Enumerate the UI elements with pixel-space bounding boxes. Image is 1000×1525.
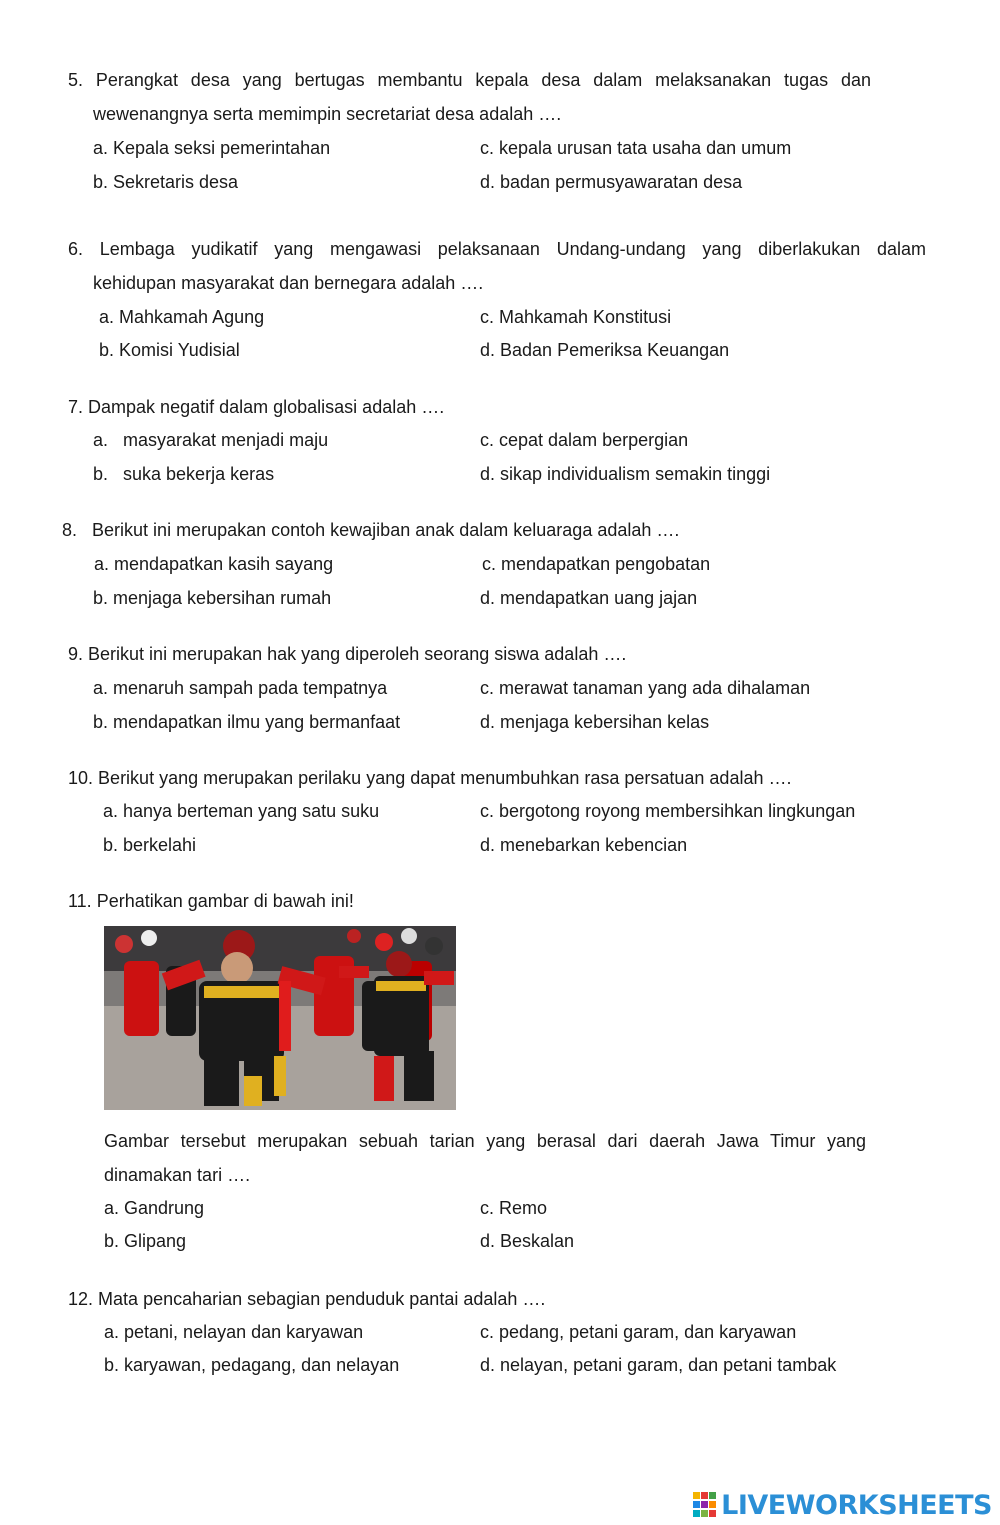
question-6-option-b[interactable]: b. Komisi Yudisial (99, 340, 240, 360)
question-7-option-c[interactable]: c. cepat dalam berpergian (480, 430, 689, 450)
question-9-option-d[interactable]: d. menjaga kebersihan kelas (480, 712, 710, 732)
dance-photo (104, 926, 456, 1110)
question-8-stem: 8. Berikut ini merupakan contoh kewajiban anak dalam keluaraga adalah …. (62, 520, 680, 540)
question-12-option-d[interactable]: d. nelayan, petani garam, dan petani tambak (480, 1355, 837, 1375)
question-12-option-c[interactable]: c. pedang, petani garam, dan karyawan (480, 1322, 797, 1342)
question-8-option-a[interactable]: a. mendapatkan kasih sayang (94, 554, 334, 574)
liveworksheets-logo[interactable] (693, 1489, 992, 1521)
question-9-stem: 9. Berikut ini merupakan hak yang diperoleh seorang siswa adalah …. (68, 644, 627, 664)
question-7-option-d[interactable]: d. sikap individualism semakin tinggi (480, 464, 771, 484)
question-10-option-d[interactable]: d. menebarkan kebencian (480, 835, 688, 855)
question-10-option-c[interactable]: c. bergotong royong membersihkan lingkungan (480, 801, 856, 821)
question-11-option-a[interactable]: a. Gandrung (104, 1198, 205, 1218)
question-7-stem: 7. Dampak negatif dalam globalisasi adalah …. (68, 397, 445, 417)
question-7-option-b[interactable]: b. suka bekerja keras (93, 464, 275, 484)
question-11-caption: Gambar tersebut merupakan sebuah tarian yang berasal dari daerah Jawa Timur yang (104, 1131, 866, 1151)
question-11-option-d[interactable]: d. Beskalan (480, 1231, 575, 1251)
question-5-option-a[interactable]: a. Kepala seksi pemerintahan (93, 138, 331, 158)
liveworksheets-grid-icon (693, 1492, 717, 1518)
question-6-option-d[interactable]: d. Badan Pemeriksa Keuangan (480, 340, 730, 360)
question-6-option-a[interactable]: a. Mahkamah Agung (99, 307, 265, 327)
question-11-option-c[interactable]: c. Remo (480, 1198, 548, 1218)
question-6-stem-cont: kehidupan masyarakat dan bernegara adalah …. (93, 273, 484, 293)
question-8-option-b[interactable]: b. menjaga kebersihan rumah (93, 588, 332, 608)
question-6-stem: 6. Lembaga yudikatif yang mengawasi pelaksanaan Undang-undang yang diberlakukan dalam (68, 239, 926, 259)
question-6-option-c[interactable]: c. Mahkamah Konstitusi (480, 307, 672, 327)
question-11-stem: 11. Perhatikan gambar di bawah ini! (68, 891, 354, 911)
question-5-option-b[interactable]: b. Sekretaris desa (93, 172, 239, 192)
question-8-option-d[interactable]: d. mendapatkan uang jajan (480, 588, 698, 608)
question-12-stem: 12. Mata pencaharian sebagian penduduk pantai adalah …. (68, 1289, 546, 1309)
question-7-option-a[interactable]: a. masyarakat menjadi maju (93, 430, 329, 450)
question-8-option-c[interactable]: c. mendapatkan pengobatan (482, 554, 711, 574)
question-9-option-c[interactable]: c. merawat tanaman yang ada dihalaman (480, 678, 811, 698)
question-12-option-b[interactable]: b. karyawan, pedagang, dan nelayan (104, 1355, 400, 1375)
question-10-option-b[interactable]: b. berkelahi (103, 835, 197, 855)
logo-text: LIVEWORKSHEETS (721, 1489, 992, 1521)
question-9-option-b[interactable]: b. mendapatkan ilmu yang bermanfaat (93, 712, 401, 732)
question-10-option-a[interactable]: a. hanya berteman yang satu suku (103, 801, 380, 821)
question-11-option-b[interactable]: b. Glipang (104, 1231, 187, 1251)
question-10-stem: 10. Berikut yang merupakan perilaku yang dapat menumbuhkan rasa persatuan adalah …. (68, 768, 792, 788)
question-11-caption-cont: dinamakan tari …. (104, 1165, 251, 1185)
question-5-stem-cont: wewenangnya serta memimpin secretariat desa adalah …. (93, 104, 562, 124)
question-12-option-a[interactable]: a. petani, nelayan dan karyawan (104, 1322, 364, 1342)
question-5-option-d[interactable]: d. badan permusyawaratan desa (480, 172, 743, 192)
question-9-option-a[interactable]: a. menaruh sampah pada tempatnya (93, 678, 388, 698)
question-5-option-c[interactable]: c. kepala urusan tata usaha dan umum (480, 138, 792, 158)
question-5-stem: 5. Perangkat desa yang bertugas membantu kepala desa dalam melaksanakan tugas dan (68, 70, 871, 90)
